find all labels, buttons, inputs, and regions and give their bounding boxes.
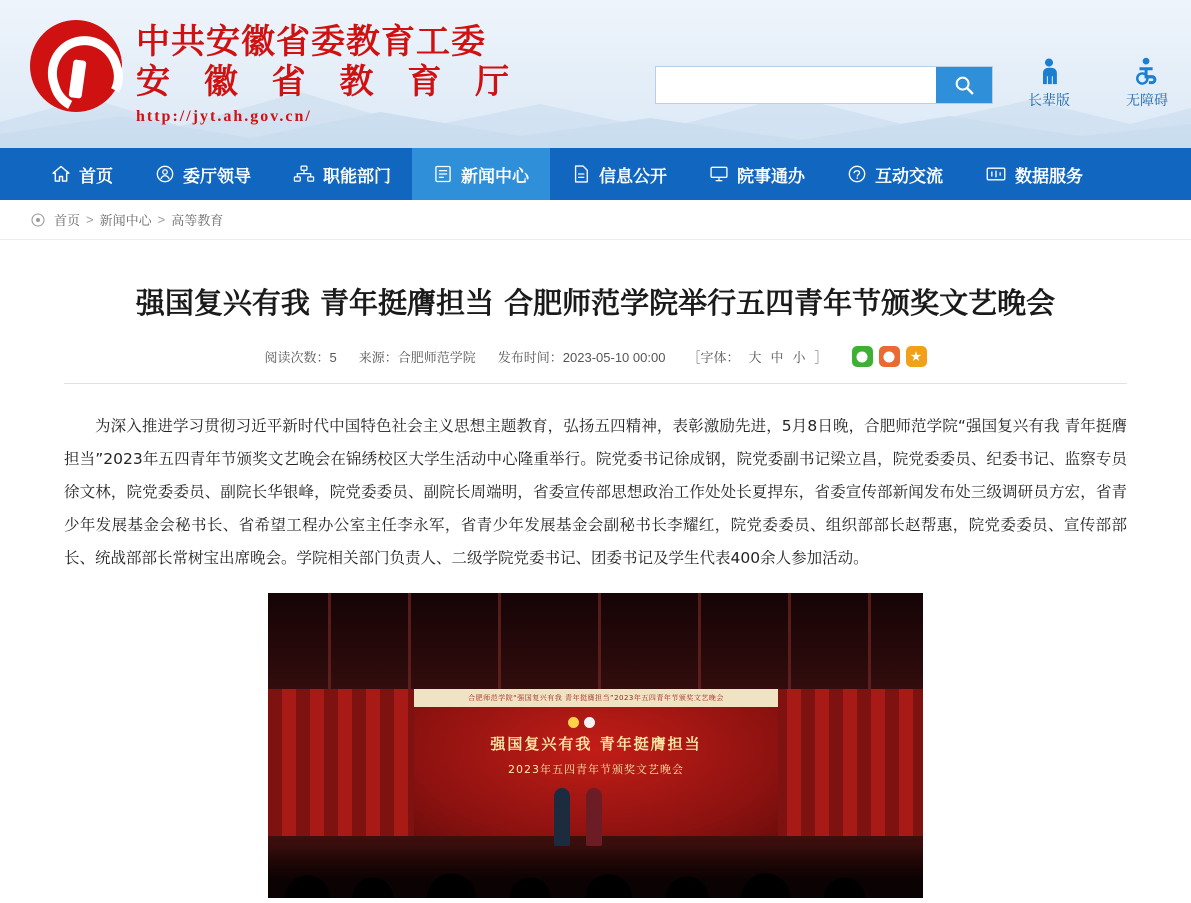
nav-label-interaction: 互动交流 [875, 166, 943, 186]
views-label: 阅读次数： [264, 350, 330, 365]
source-meta [359, 347, 476, 366]
views-meta [264, 347, 336, 366]
search-button[interactable] [936, 67, 992, 103]
nav-label-home: 首页 [79, 166, 113, 186]
nav-label-departments: 职能部门 [323, 166, 391, 186]
site-header [0, 0, 1191, 148]
photo-host-right [586, 788, 602, 846]
search-input[interactable] [656, 67, 936, 103]
font-size-large[interactable]: 大 [748, 350, 762, 365]
article-body [64, 410, 1127, 575]
weibo-share-icon[interactable] [879, 346, 900, 367]
font-size-medium[interactable]: 中 [770, 350, 784, 365]
service-icon [709, 164, 729, 184]
article-photo-wrap [64, 593, 1127, 903]
photo-decor-dot-2 [584, 717, 595, 728]
page-title: 强国复兴有我 青年挺膺担当 合肥师范学院举行五四青年节颁奖文艺晚会 [135, 286, 1056, 320]
site-logo[interactable] [30, 20, 520, 126]
breadcrumb-item-news-center[interactable]: 新闻中心 [99, 213, 152, 228]
nav-item-leaders[interactable] [134, 148, 272, 200]
nav-item-news-center[interactable] [412, 148, 550, 200]
font-size-label: ［字体： [687, 350, 740, 365]
logo-line-2: 安 徽 省 教 育 厅 [136, 62, 521, 102]
nav-item-home[interactable] [30, 148, 134, 200]
logo-line-1: 中共安徽省委教育工委 [136, 22, 486, 62]
nav-item-affairs-service[interactable] [688, 148, 826, 200]
photo-audience [268, 846, 923, 898]
photo-banner-text: 合肥师范学院“强国复兴有我 青年挺膺担当”2023年五四青年节颁奖文艺晚会 [414, 689, 778, 707]
main-navigation [0, 148, 1191, 200]
publish-value: 2023-05-10 00:00 [562, 350, 666, 365]
news-icon [433, 164, 453, 184]
publish-meta [498, 347, 666, 366]
elder-version-label: 长辈版 [1028, 92, 1070, 108]
font-size-small[interactable]: 小 [792, 350, 806, 365]
education-emblem-icon [30, 20, 122, 112]
accessibility-link[interactable] [1111, 56, 1183, 110]
article [0, 282, 1191, 903]
nav-label-data-service: 数据服务 [1015, 166, 1083, 186]
breadcrumb-item-home[interactable]: 首页 [54, 213, 81, 228]
nav-label-information-disclosure: 信息公开 [599, 166, 667, 186]
photo-screen-line-2: 2023年五四青年节颁奖文艺晚会 [508, 763, 684, 776]
nav-label-affairs-service: 院事通办 [737, 166, 805, 186]
breadcrumb-separator: > [86, 212, 94, 227]
publish-label: 发布时间： [497, 350, 563, 365]
elder-version-link[interactable] [1013, 56, 1085, 110]
chat-icon [847, 164, 867, 184]
nav-item-departments[interactable] [272, 148, 412, 200]
font-size-close: ］ [814, 350, 828, 365]
photo-screen-line-1: 强国复兴有我 青年挺膺担当 [490, 735, 702, 753]
views-value: 5 [329, 350, 337, 365]
search-icon [953, 74, 975, 96]
nav-label-leaders: 委厅领导 [183, 166, 251, 186]
location-pin-icon [30, 212, 46, 228]
nav-label-news-center: 新闻中心 [461, 166, 529, 186]
source-label: 来源： [358, 350, 398, 365]
source-value: 合肥师范学院 [397, 350, 476, 365]
share-buttons [852, 346, 927, 367]
photo-decor-dot-1 [568, 717, 579, 728]
logo-url: http://jyt.ah.gov.cn/ [136, 108, 312, 125]
breadcrumb-item-higher-education[interactable]: 高等教育 [171, 213, 224, 228]
breadcrumb [0, 200, 1191, 240]
wechat-share-icon[interactable] [852, 346, 873, 367]
article-meta [64, 346, 1127, 384]
photo-host-left [554, 788, 570, 846]
nav-item-information-disclosure[interactable] [550, 148, 688, 200]
search-box[interactable] [655, 66, 993, 104]
home-icon [51, 164, 71, 184]
leader-icon [155, 164, 175, 184]
accessibility-icon [1111, 56, 1183, 88]
event-stage-photo [268, 593, 923, 898]
logo-text [136, 20, 520, 126]
favorite-share-icon[interactable] [906, 346, 927, 367]
org-icon [293, 164, 315, 184]
elder-person-icon [1013, 56, 1085, 88]
article-paragraph-1: 为深入推进学习贯彻习近平新时代中国特色社会主义思想主题教育，弘扬五四精神，表彰激励先进，5月8日晚，合肥师范学院“强国复兴有我 青年挺膺担当”2023年五四青年节颁奖文艺晚会在锦绣校区大学生活动中心隆重举行。院党委书记徐成钢，院党委副书记梁立昌，院党委委员、纪委书记、监察专员徐文林，院党委委员、副院长华银峰，院党委委员、副院长周端明，省委宣传部思想政治工作处处长夏捍东，省委宣传部新闻发布处三级调研员方宏，省青少年发展基金会秘书长、省希望工程办公室主任李永军，省青少年发展基金会副秘书长李耀红，院党委委员、组织部部长赵帮惠，院党委委员、宣传部部长、统战部部长常树宝出席晚会。学院相关部门负责人、二级学院党委书记、团委书记及学生代表400余人参加活动。 [64, 417, 1127, 567]
header-links [1013, 56, 1183, 110]
document-icon [571, 164, 591, 184]
font-size-controls [687, 347, 827, 366]
nav-item-interaction[interactable] [826, 148, 964, 200]
accessibility-label: 无障碍 [1126, 92, 1168, 108]
data-icon [985, 164, 1007, 184]
breadcrumb-separator-2: > [157, 212, 166, 227]
nav-item-data-service[interactable] [964, 148, 1104, 200]
